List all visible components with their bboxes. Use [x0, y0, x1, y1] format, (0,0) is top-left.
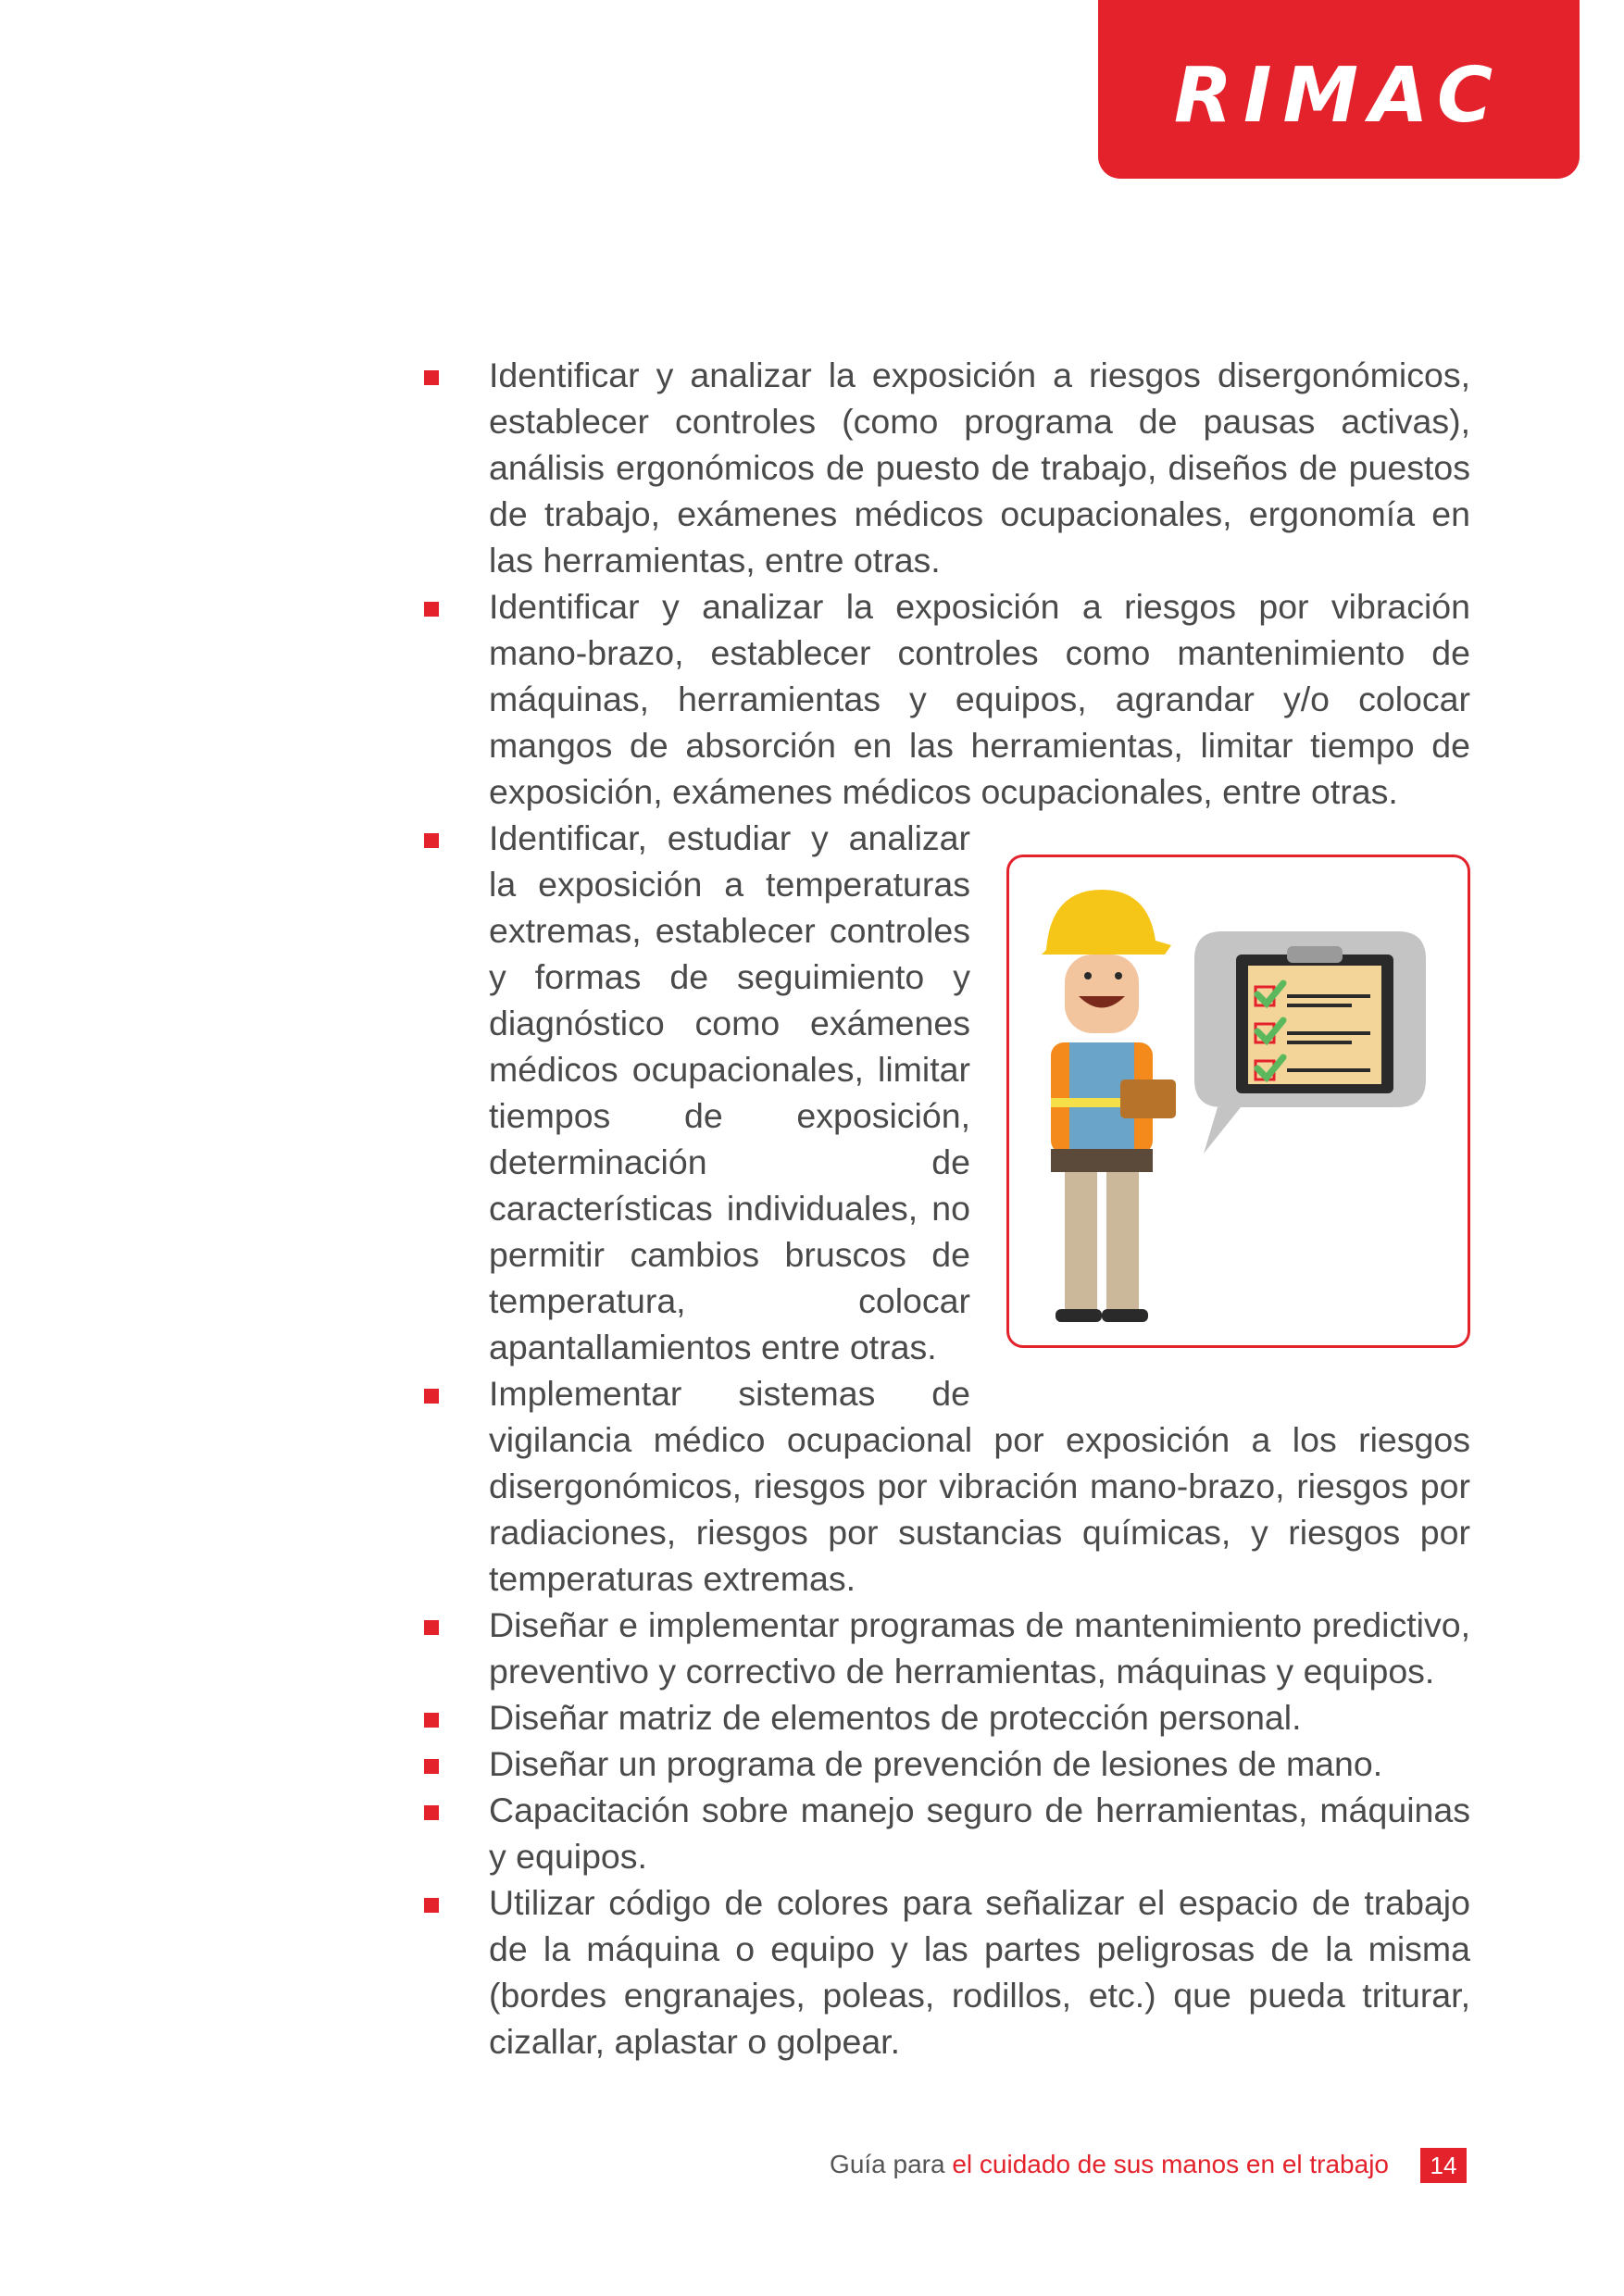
list-item: [424, 352, 1470, 583]
list-item-text: Utilizar código de colores para señalizar el espacio de trabajo de la máquina o equipo y las partes peligrosas de la misma (bordes engranajes, poleas, rodillos, etc.) que pueda triturar, cizallar, aplastar o golpear.: [489, 1883, 1470, 2061]
list-item-text: vigilancia médico ocupacional por exposición a los riesgos disergonómicos, riesgos por vibración mano-brazo, riesgos por radiaciones, riesgos por sustancias químicas, y riesgos por temperaturas extremas.: [489, 1420, 1470, 1598]
bullet-icon: [424, 602, 439, 617]
footer-prefix: Guía para: [830, 2150, 953, 2178]
bullet-icon: [424, 833, 439, 848]
brand-logo-tab: [1098, 0, 1580, 179]
page-number: 14: [1420, 2148, 1467, 2183]
list-item: [424, 583, 1470, 815]
list-item: [424, 1370, 1470, 1602]
bullet-icon: [424, 1805, 439, 1820]
page-footer: [648, 2150, 1389, 2179]
bullet-icon: [424, 1389, 439, 1404]
footer-title: el cuidado de sus manos en el trabajo: [952, 2150, 1389, 2178]
bullet-icon: [424, 1898, 439, 1913]
list-item-text: Diseñar e implementar programas de mantenimiento predictivo, preventivo y correctivo de herramientas, máquinas y equipos.: [489, 1605, 1470, 1691]
list-item: [424, 1694, 1470, 1741]
bullet-icon: [424, 1759, 439, 1774]
list-item: [424, 1787, 1470, 1879]
bullet-icon: [424, 1713, 439, 1728]
list-item-text: Identificar, estudiar y analizar la exposición a temperaturas extremas, establecer controles y formas de seguimiento y diagnóstico como exámenes médicos ocupacionales, limitar tiempos de exposición, determinación de características individuales, no permitir cambios bruscos de temperatura, colocar apantallamientos entre otras.: [489, 818, 970, 1366]
list-item-text: Diseñar un programa de prevención de lesiones de mano.: [489, 1744, 1383, 1783]
list-item-text: Diseñar matriz de elementos de protección personal.: [489, 1698, 1302, 1737]
bullet-icon: [424, 370, 439, 385]
list-item: [424, 1741, 1470, 1787]
worker-illustration: [1006, 855, 1470, 1348]
list-item-text: Identificar y analizar la exposición a riesgos disergonómicos, establecer controles (como programa de pausas activas), análisis ergonómicos de puesto de trabajo, diseños de puestos de trabajo, exámenes médicos ocupacionales, ergonomía en las herramientas, entre otras.: [489, 356, 1470, 580]
bullet-icon: [424, 1620, 439, 1635]
list-item-text: Capacitación sobre manejo seguro de herramientas, máquinas y equipos.: [489, 1791, 1470, 1876]
list-item-text: Identificar y analizar la exposición a riesgos por vibración mano-brazo, establecer controles como mantenimiento de máquinas, herramientas y equipos, agrandar y/o colocar mangos de absorción en las herramientas, limitar tiempo de exposición, exámenes médicos ocupacionales, entre otras.: [489, 587, 1470, 811]
list-item: [424, 815, 970, 1370]
list-item-text-lead: Implementar sistemas de: [489, 1374, 970, 1413]
worker-checklist-icon: [1009, 857, 1468, 1345]
list-item: [424, 1879, 1470, 2065]
brand-logo: RIMAC: [1173, 52, 1505, 140]
list-item: [424, 1602, 1470, 1694]
